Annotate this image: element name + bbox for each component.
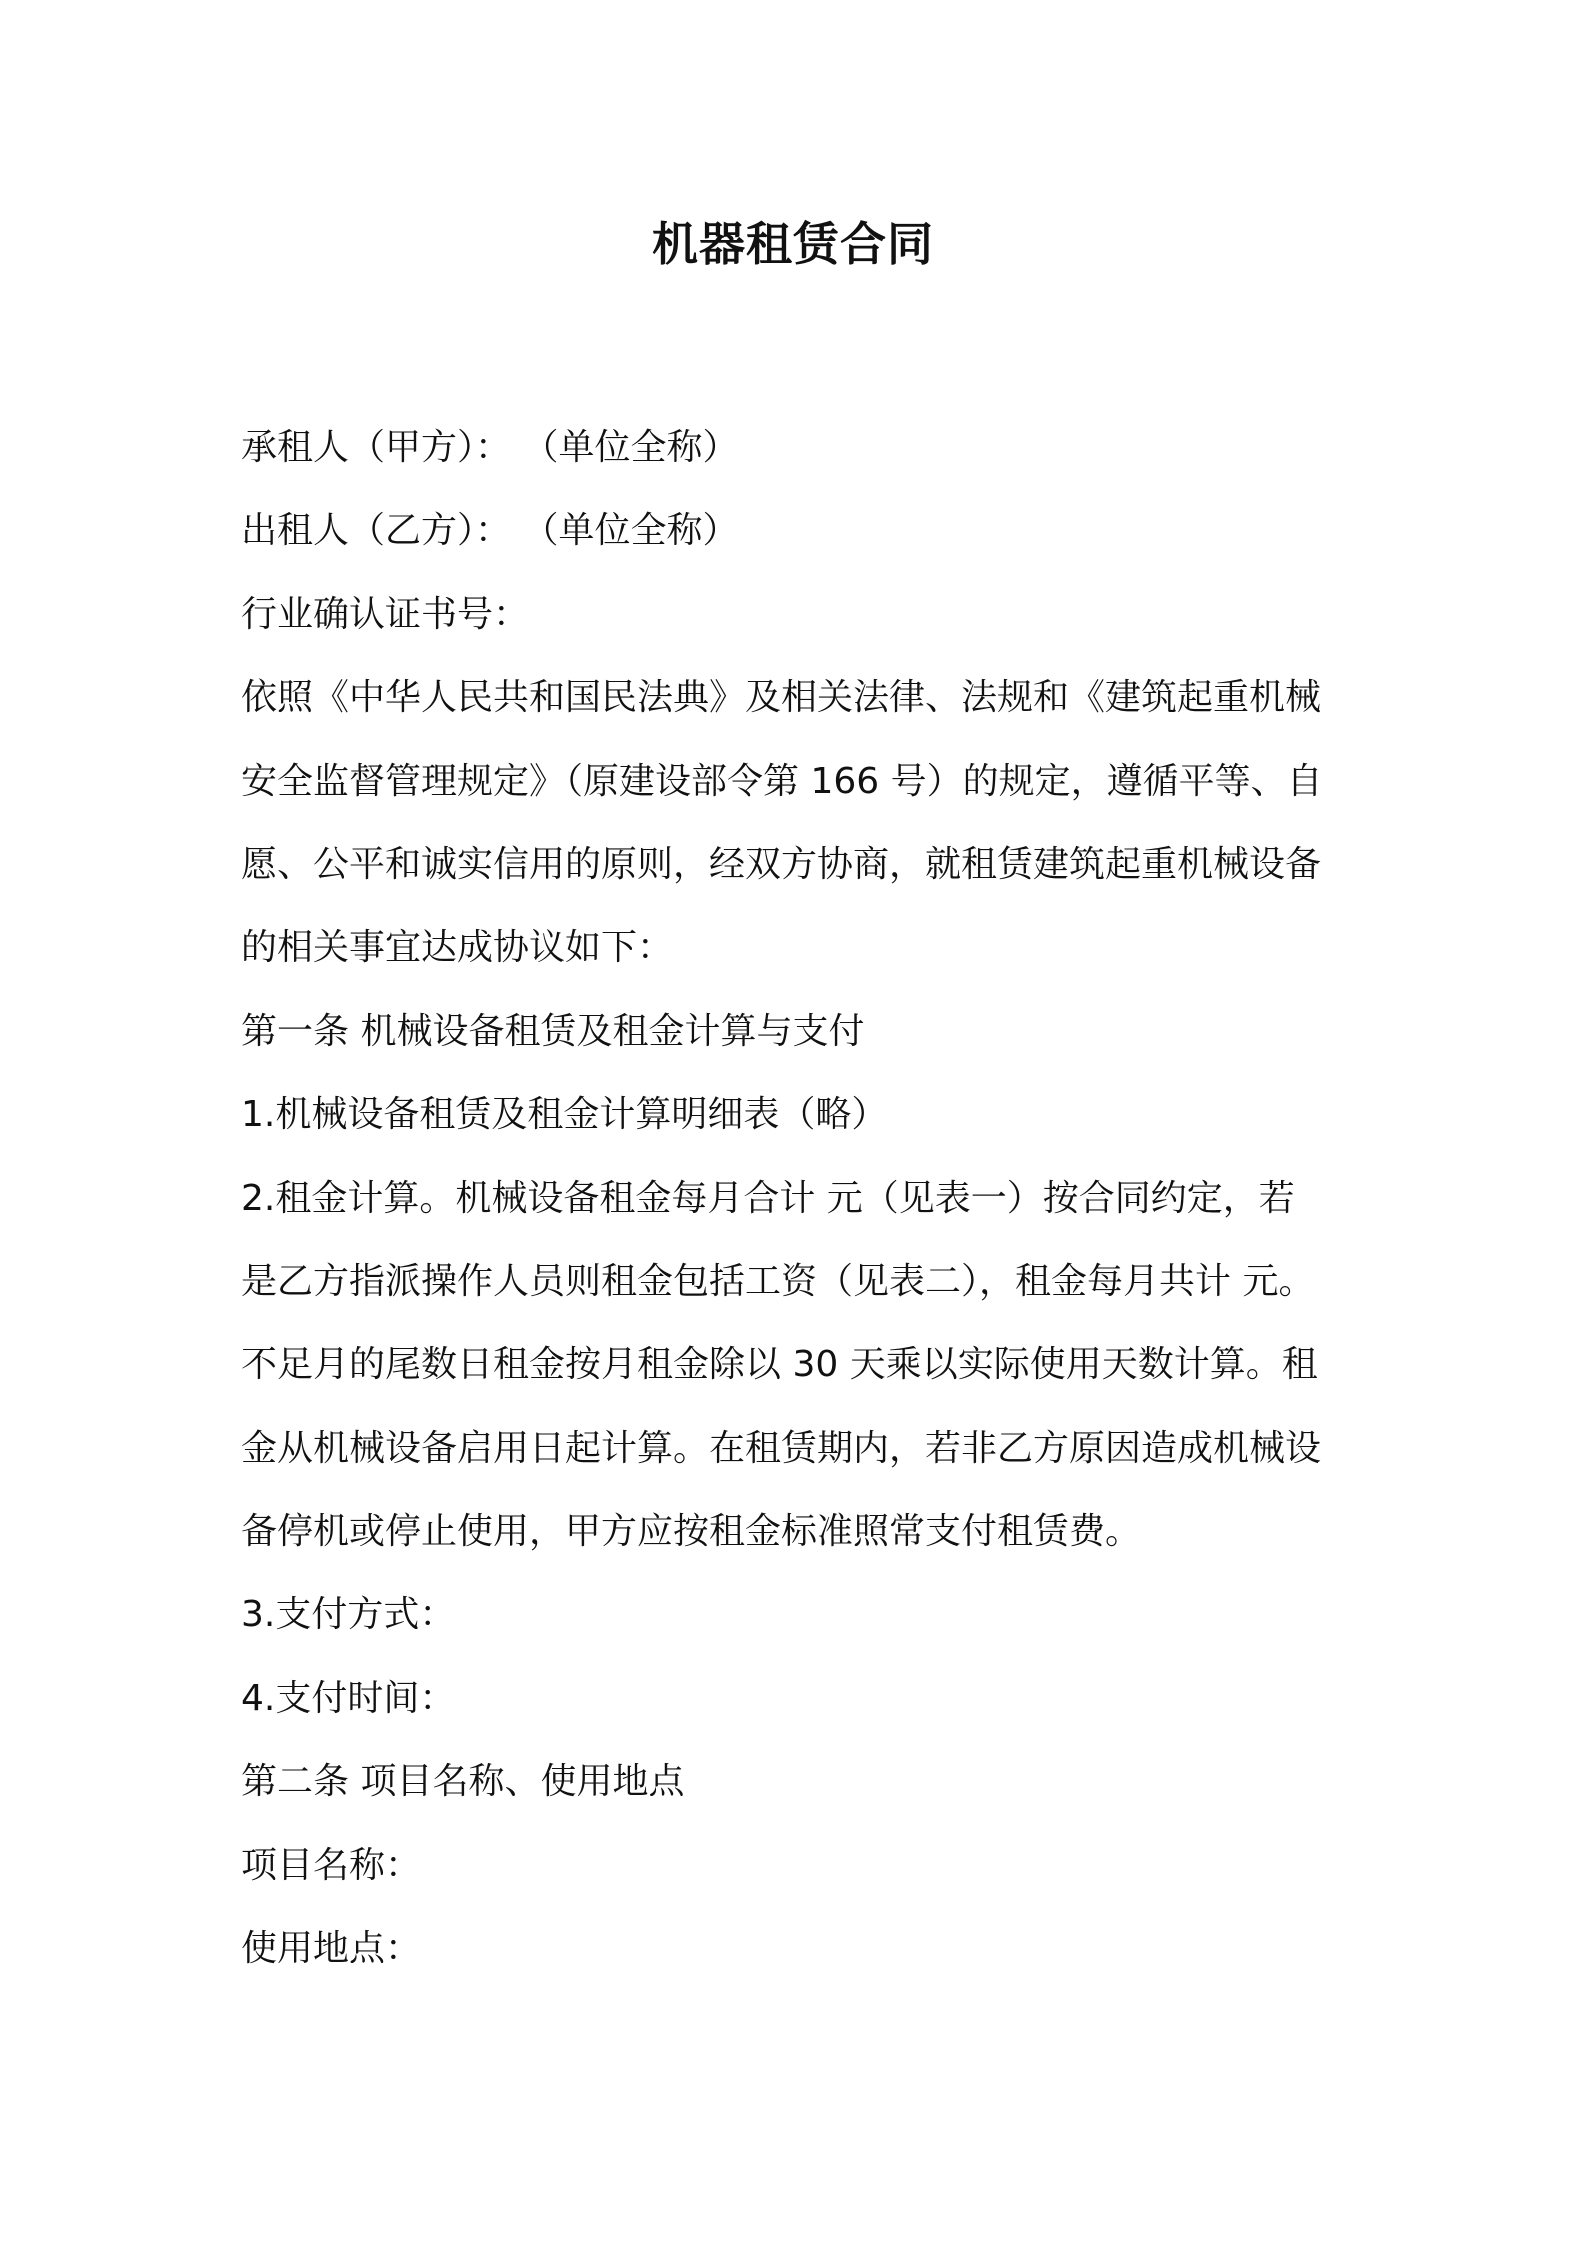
preamble-line: 安全监督管理规定》（原建设部令第 166 号）的规定，遵循平等、自 xyxy=(241,760,1323,802)
clause-1-3-payment-method: 3.支付方式： xyxy=(241,1594,456,1636)
document-title: 机器租赁合同 xyxy=(652,217,934,271)
preamble-line: 的相关事宜达成协议如下： xyxy=(241,927,674,969)
article-1-heading: 第一条 机械设备租赁及租金计算与支付 xyxy=(241,1010,865,1052)
clause-1-4-payment-time: 4.支付时间： xyxy=(241,1677,456,1719)
clause-1-2-line: 2.租金计算。机械设备租金每月合计 元（见表一）按合同约定，若 xyxy=(241,1177,1295,1219)
article-2-heading: 第二条 项目名称、使用地点 xyxy=(241,1761,685,1803)
project-name-line: 项目名称： xyxy=(241,1844,422,1886)
document-body xyxy=(241,406,1351,1990)
usage-location-line: 使用地点： xyxy=(241,1928,422,1970)
preamble-line: 愿、公平和诚实信用的原则，经双方协商，就租赁建筑起重机械设备 xyxy=(241,843,1322,885)
lessor-line: 出租人（乙方）： （单位全称） xyxy=(241,510,739,552)
clause-1-2-line: 不足月的尾数日租金按月租金除以 30 天乘以实际使用天数计算。租 xyxy=(241,1344,1318,1386)
certificate-number-line: 行业确认证书号： xyxy=(241,593,530,635)
lessee-line: 承租人（甲方）： （单位全称） xyxy=(241,427,739,468)
preamble-line: 依照《中华人民共和国民法典》及相关法律、法规和《建筑起重机械 xyxy=(241,677,1322,719)
clause-1-2-line: 备停机或停止使用，甲方应按租金标准照常支付租赁费。 xyxy=(241,1511,1142,1553)
clause-1-1: 1.机械设备租赁及租金计算明细表（略） xyxy=(241,1094,888,1136)
clause-1-2-line: 是乙方指派操作人员则租金包括工资（见表二），租金每月共计 元。 xyxy=(241,1260,1315,1302)
clause-1-2-line: 金从机械设备启用日起计算。在租赁期内，若非乙方原因造成机械设 xyxy=(241,1427,1322,1469)
